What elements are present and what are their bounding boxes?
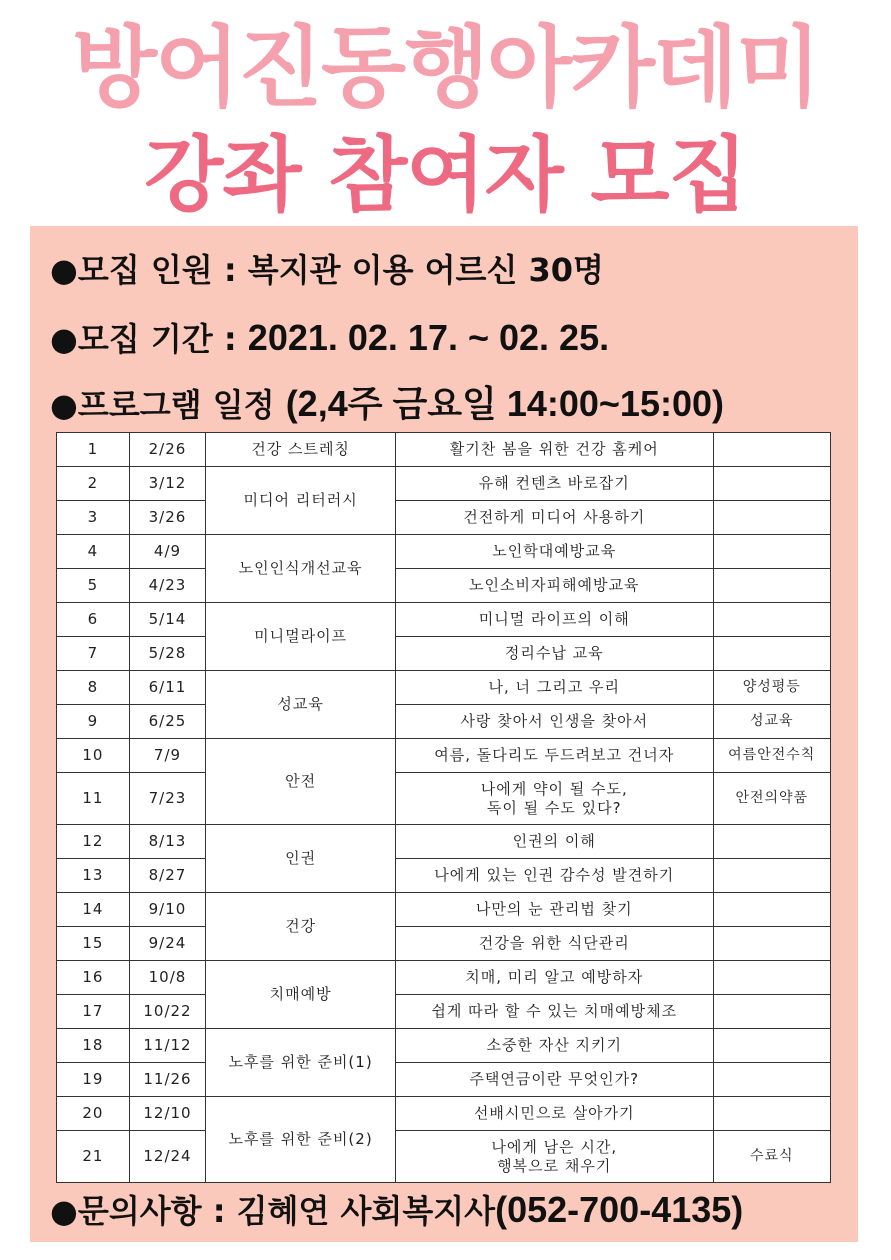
session-note-cell xyxy=(713,603,830,637)
session-date-cell: 4/9 xyxy=(129,535,205,569)
session-note-cell xyxy=(713,859,830,893)
session-note-cell: 성교육 xyxy=(713,705,830,739)
session-date-cell: 5/28 xyxy=(129,637,205,671)
session-number-cell: 6 xyxy=(57,603,130,637)
session-number-cell: 19 xyxy=(57,1063,130,1097)
session-number-cell: 21 xyxy=(57,1131,130,1183)
session-date-cell: 9/24 xyxy=(129,927,205,961)
topic-cell: 노후를 위한 준비(1) xyxy=(206,1029,396,1097)
session-title-cell: 나에게 남은 시간, 행복으로 채우기 xyxy=(396,1131,714,1183)
session-title-cell: 여름, 돌다리도 두드려보고 건너자 xyxy=(396,739,714,773)
session-note-cell: 양성평등 xyxy=(713,671,830,705)
info-recruit-count xyxy=(50,250,604,290)
session-number-cell: 18 xyxy=(57,1029,130,1063)
session-title-cell: 건전하게 미디어 사용하기 xyxy=(396,501,714,535)
session-title-cell: 미니멀 라이프의 이해 xyxy=(396,603,714,637)
session-date-cell: 11/12 xyxy=(129,1029,205,1063)
table-row xyxy=(57,705,831,739)
table-row xyxy=(57,1029,831,1063)
session-date-cell: 3/12 xyxy=(129,467,205,501)
session-note-cell: 수료식 xyxy=(713,1131,830,1183)
table-row xyxy=(57,1063,831,1097)
table-row xyxy=(57,603,831,637)
topic-cell: 치매예방 xyxy=(206,961,396,1029)
bullet-icon: ● xyxy=(50,1192,78,1230)
session-number-cell: 2 xyxy=(57,467,130,501)
session-note-cell xyxy=(713,1097,830,1131)
session-date-cell: 6/25 xyxy=(129,705,205,739)
session-number-cell: 17 xyxy=(57,995,130,1029)
table-row xyxy=(57,773,831,825)
topic-cell: 인권 xyxy=(206,825,396,893)
recruit-period-label: 모집 기간 : xyxy=(77,320,248,358)
session-note-cell xyxy=(713,637,830,671)
session-note-cell xyxy=(713,433,830,467)
topic-cell: 안전 xyxy=(206,739,396,825)
session-number-cell: 20 xyxy=(57,1097,130,1131)
session-title-cell: 나에게 있는 인권 감수성 발견하기 xyxy=(396,859,714,893)
table-row xyxy=(57,467,831,501)
session-number-cell: 7 xyxy=(57,637,130,671)
table-row xyxy=(57,859,831,893)
session-date-cell: 11/26 xyxy=(129,1063,205,1097)
session-number-cell: 4 xyxy=(57,535,130,569)
session-number-cell: 11 xyxy=(57,773,130,825)
session-number-cell: 1 xyxy=(57,433,130,467)
bullet-icon: ● xyxy=(50,251,78,289)
session-title-cell: 주택연금이란 무엇인가? xyxy=(396,1063,714,1097)
recruit-count-value: 복지관 이용 어르신 30명 xyxy=(247,251,604,289)
session-note-cell xyxy=(713,1029,830,1063)
session-title-cell: 쉽게 따라 할 수 있는 치매예방체조 xyxy=(396,995,714,1029)
table-row xyxy=(57,927,831,961)
topic-cell: 건강 스트레칭 xyxy=(206,433,396,467)
session-date-cell: 4/23 xyxy=(129,569,205,603)
info-contact xyxy=(50,1190,743,1231)
session-title-cell: 정리수납 교육 xyxy=(396,637,714,671)
session-note-cell xyxy=(713,535,830,569)
topic-cell: 노후를 위한 준비(2) xyxy=(206,1097,396,1183)
session-date-cell: 6/11 xyxy=(129,671,205,705)
program-label: 프로그램 일정 xyxy=(77,386,286,424)
session-note-cell xyxy=(713,1063,830,1097)
session-note-cell: 안전의약품 xyxy=(713,773,830,825)
title-recruitment: 강좌 참여자 모집 xyxy=(144,128,747,223)
session-title-cell: 사랑 찾아서 인생을 찾아서 xyxy=(396,705,714,739)
session-date-cell: 7/9 xyxy=(129,739,205,773)
session-number-cell: 12 xyxy=(57,825,130,859)
session-date-cell: 5/14 xyxy=(129,603,205,637)
table-row xyxy=(57,1097,831,1131)
session-date-cell: 12/24 xyxy=(129,1131,205,1183)
session-note-cell xyxy=(713,927,830,961)
session-number-cell: 8 xyxy=(57,671,130,705)
session-note-cell xyxy=(713,825,830,859)
session-number-cell: 9 xyxy=(57,705,130,739)
table-row xyxy=(57,671,831,705)
session-date-cell: 10/8 xyxy=(129,961,205,995)
table-row xyxy=(57,501,831,535)
session-number-cell: 5 xyxy=(57,569,130,603)
table-row xyxy=(57,637,831,671)
session-date-cell: 3/26 xyxy=(129,501,205,535)
table-row xyxy=(57,535,831,569)
session-note-cell xyxy=(713,467,830,501)
bullet-icon: ● xyxy=(50,386,78,424)
session-note-cell xyxy=(713,995,830,1029)
table-row xyxy=(57,569,831,603)
topic-cell: 미니멀라이프 xyxy=(206,603,396,671)
session-title-cell: 인권의 이해 xyxy=(396,825,714,859)
table-row xyxy=(57,433,831,467)
session-number-cell: 13 xyxy=(57,859,130,893)
schedule-table xyxy=(56,432,831,1183)
session-date-cell: 10/22 xyxy=(129,995,205,1029)
title-academy-name: 방어진동행아카데미 xyxy=(71,16,820,119)
session-date-cell: 7/23 xyxy=(129,773,205,825)
session-number-cell: 14 xyxy=(57,893,130,927)
session-note-cell xyxy=(713,893,830,927)
topic-cell: 건강 xyxy=(206,893,396,961)
table-row xyxy=(57,739,831,773)
info-recruit-period xyxy=(50,318,609,359)
table-row xyxy=(57,893,831,927)
session-title-cell: 나, 너 그리고 우리 xyxy=(396,671,714,705)
session-title-cell: 나에게 약이 될 수도, 독이 될 수도 있다? xyxy=(396,773,714,825)
session-number-cell: 3 xyxy=(57,501,130,535)
bullet-icon: ● xyxy=(50,320,78,358)
session-title-cell: 노인학대예방교육 xyxy=(396,535,714,569)
session-date-cell: 2/26 xyxy=(129,433,205,467)
info-program-schedule xyxy=(50,384,724,425)
session-number-cell: 10 xyxy=(57,739,130,773)
session-date-cell: 8/13 xyxy=(129,825,205,859)
session-note-cell xyxy=(713,961,830,995)
recruit-count-label: 모집 인원 : xyxy=(77,251,248,289)
session-number-cell: 15 xyxy=(57,927,130,961)
session-title-cell: 유해 컨텐츠 바로잡기 xyxy=(396,467,714,501)
table-row xyxy=(57,961,831,995)
topic-cell: 성교육 xyxy=(206,671,396,739)
session-number-cell: 16 xyxy=(57,961,130,995)
session-title-cell: 나만의 눈 관리법 찾기 xyxy=(396,893,714,927)
session-title-cell: 소중한 자산 지키기 xyxy=(396,1029,714,1063)
topic-cell: 미디어 리터러시 xyxy=(206,467,396,535)
topic-cell: 노인인식개선교육 xyxy=(206,535,396,603)
table-row xyxy=(57,995,831,1029)
session-title-cell: 건강을 위한 식단관리 xyxy=(396,927,714,961)
session-note-cell xyxy=(713,569,830,603)
session-note-cell: 여름안전수칙 xyxy=(713,739,830,773)
session-date-cell: 8/27 xyxy=(129,859,205,893)
session-title-cell: 노인소비자피해예방교육 xyxy=(396,569,714,603)
session-title-cell: 치매, 미리 알고 예방하자 xyxy=(396,961,714,995)
session-date-cell: 9/10 xyxy=(129,893,205,927)
session-note-cell xyxy=(713,501,830,535)
table-row xyxy=(57,825,831,859)
session-title-cell: 활기찬 봄을 위한 건강 홈케어 xyxy=(396,433,714,467)
table-row xyxy=(57,1131,831,1183)
program-time-value: (2,4주 금요일 14:00~15:00) xyxy=(285,383,724,424)
contact-label: 문의사항 : 김혜연 사회복지사 xyxy=(77,1192,496,1230)
contact-phone: (052-700-4135) xyxy=(495,1189,744,1230)
session-title-cell: 선배시민으로 살아가기 xyxy=(396,1097,714,1131)
session-date-cell: 12/10 xyxy=(129,1097,205,1131)
recruit-period-value: 2021. 02. 17. ~ 02. 25. xyxy=(247,317,610,358)
